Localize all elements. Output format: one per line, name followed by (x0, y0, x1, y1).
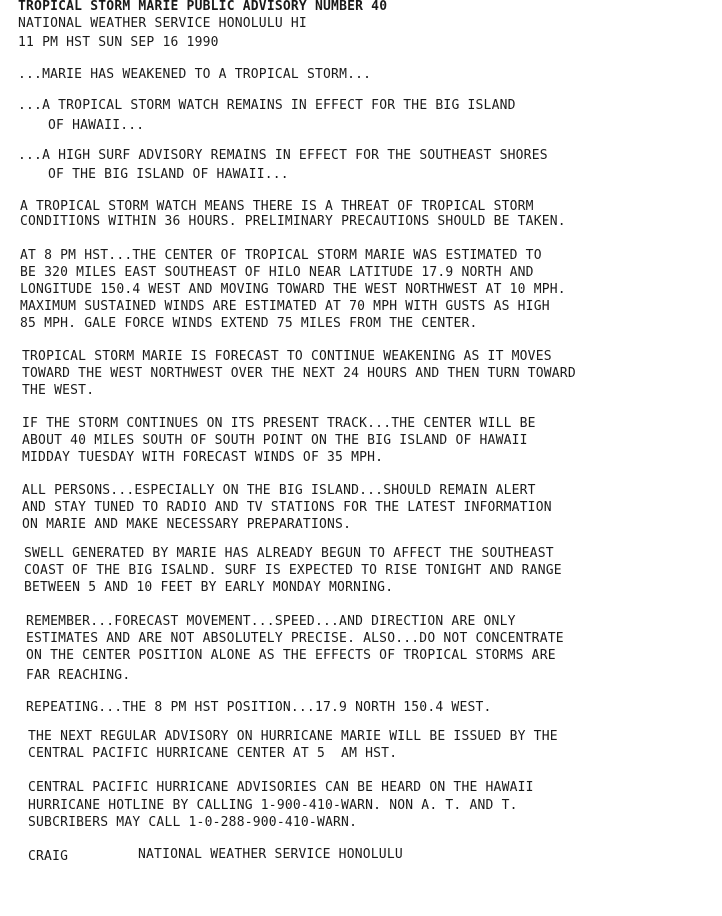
paragraph-line: COAST OF THE BIG ISALND. SURF IS EXPECTED TO RISE TONIGHT AND RANGE (24, 563, 562, 578)
headline-high-surf-cont: OF THE BIG ISLAND OF HAWAII... (48, 167, 289, 182)
paragraph-line: REPEATING...THE 8 PM HST POSITION...17.9 NORTH 150.4 WEST. (26, 700, 492, 715)
paragraph-line: ON MARIE AND MAKE NECESSARY PREPARATIONS. (22, 517, 352, 532)
paragraph-line: CENTRAL PACIFIC HURRICANE CENTER AT 5 AM HST. (28, 746, 398, 761)
paragraph-line: MIDDAY TUESDAY WITH FORECAST WINDS OF 35 MPH. (22, 450, 384, 465)
paragraph-line: AND STAY TUNED TO RADIO AND TV STATIONS FOR THE LATEST INFORMATION (22, 500, 552, 515)
paragraph-line: FAR REACHING. (26, 668, 131, 683)
paragraph-line: ALL PERSONS...ESPECIALLY ON THE BIG ISLAND...SHOULD REMAIN ALERT (22, 483, 536, 498)
issue-time: 11 PM HST SUN SEP 16 1990 (18, 35, 219, 50)
forecaster-name: CRAIG (28, 849, 69, 864)
advisory-title: TROPICAL STORM MARIE PUBLIC ADVISORY NUMBER 40 (18, 0, 388, 14)
paragraph-line: LONGITUDE 150.4 WEST AND MOVING TOWARD THE WEST NORTHWEST AT 10 MPH. (20, 282, 566, 297)
headline-storm-watch: ...A TROPICAL STORM WATCH REMAINS IN EFFECT FOR THE BIG ISLAND (18, 98, 516, 113)
headline-high-surf: ...A HIGH SURF ADVISORY REMAINS IN EFFECT FOR THE SOUTHEAST SHORES (18, 148, 548, 163)
paragraph-line: ESTIMATES AND ARE NOT ABSOLUTELY PRECISE. ALSO...DO NOT CONCENTRATE (26, 631, 564, 646)
paragraph-line: ON THE CENTER POSITION ALONE AS THE EFFECTS OF TROPICAL STORMS ARE (26, 648, 556, 663)
signature-office: NATIONAL WEATHER SERVICE HONOLULU (138, 847, 403, 862)
paragraph-line: CENTRAL PACIFIC HURRICANE ADVISORIES CAN BE HEARD ON THE HAWAII (28, 780, 534, 795)
paragraph-line: HURRICANE HOTLINE BY CALLING 1-900-410-WARN. NON A. T. AND T. (28, 798, 518, 813)
headline-storm-watch-cont: OF HAWAII... (48, 118, 145, 133)
paragraph-line: MAXIMUM SUSTAINED WINDS ARE ESTIMATED AT 70 MPH WITH GUSTS AS HIGH (20, 299, 550, 314)
paragraph-line: SWELL GENERATED BY MARIE HAS ALREADY BEGUN TO AFFECT THE SOUTHEAST (24, 546, 554, 561)
paragraph-line: AT 8 PM HST...THE CENTER OF TROPICAL STORM MARIE WAS ESTIMATED TO (20, 248, 542, 263)
paragraph-line: A TROPICAL STORM WATCH MEANS THERE IS A THREAT OF TROPICAL STORM (20, 199, 534, 214)
paragraph-line: CONDITIONS WITHIN 36 HOURS. PRELIMINARY PRECAUTIONS SHOULD BE TAKEN. (20, 214, 566, 229)
paragraph-line: TOWARD THE WEST NORTHWEST OVER THE NEXT 24 HOURS AND THEN TURN TOWARD (22, 366, 576, 381)
paragraph-line: IF THE STORM CONTINUES ON ITS PRESENT TRACK...THE CENTER WILL BE (22, 416, 536, 431)
issuing-office: NATIONAL WEATHER SERVICE HONOLULU HI (18, 16, 307, 31)
paragraph-line: TROPICAL STORM MARIE IS FORECAST TO CONTINUE WEAKENING AS IT MOVES (22, 349, 552, 364)
paragraph-line: THE WEST. (22, 383, 95, 398)
paragraph-line: 85 MPH. GALE FORCE WINDS EXTEND 75 MILES FROM THE CENTER. (20, 316, 478, 331)
paragraph-line: THE NEXT REGULAR ADVISORY ON HURRICANE MARIE WILL BE ISSUED BY THE (28, 729, 558, 744)
headline-weakened: ...MARIE HAS WEAKENED TO A TROPICAL STORM... (18, 67, 372, 82)
paragraph-line: REMEMBER...FORECAST MOVEMENT...SPEED...AND DIRECTION ARE ONLY (26, 614, 516, 629)
paragraph-line: ABOUT 40 MILES SOUTH OF SOUTH POINT ON THE BIG ISLAND OF HAWAII (22, 433, 528, 448)
paragraph-line: BETWEEN 5 AND 10 FEET BY EARLY MONDAY MORNING. (24, 580, 394, 595)
paragraph-line: SUBCRIBERS MAY CALL 1-0-288-900-410-WARN. (28, 815, 358, 830)
paragraph-line: BE 320 MILES EAST SOUTHEAST OF HILO NEAR LATITUDE 17.9 NORTH AND (20, 265, 534, 280)
